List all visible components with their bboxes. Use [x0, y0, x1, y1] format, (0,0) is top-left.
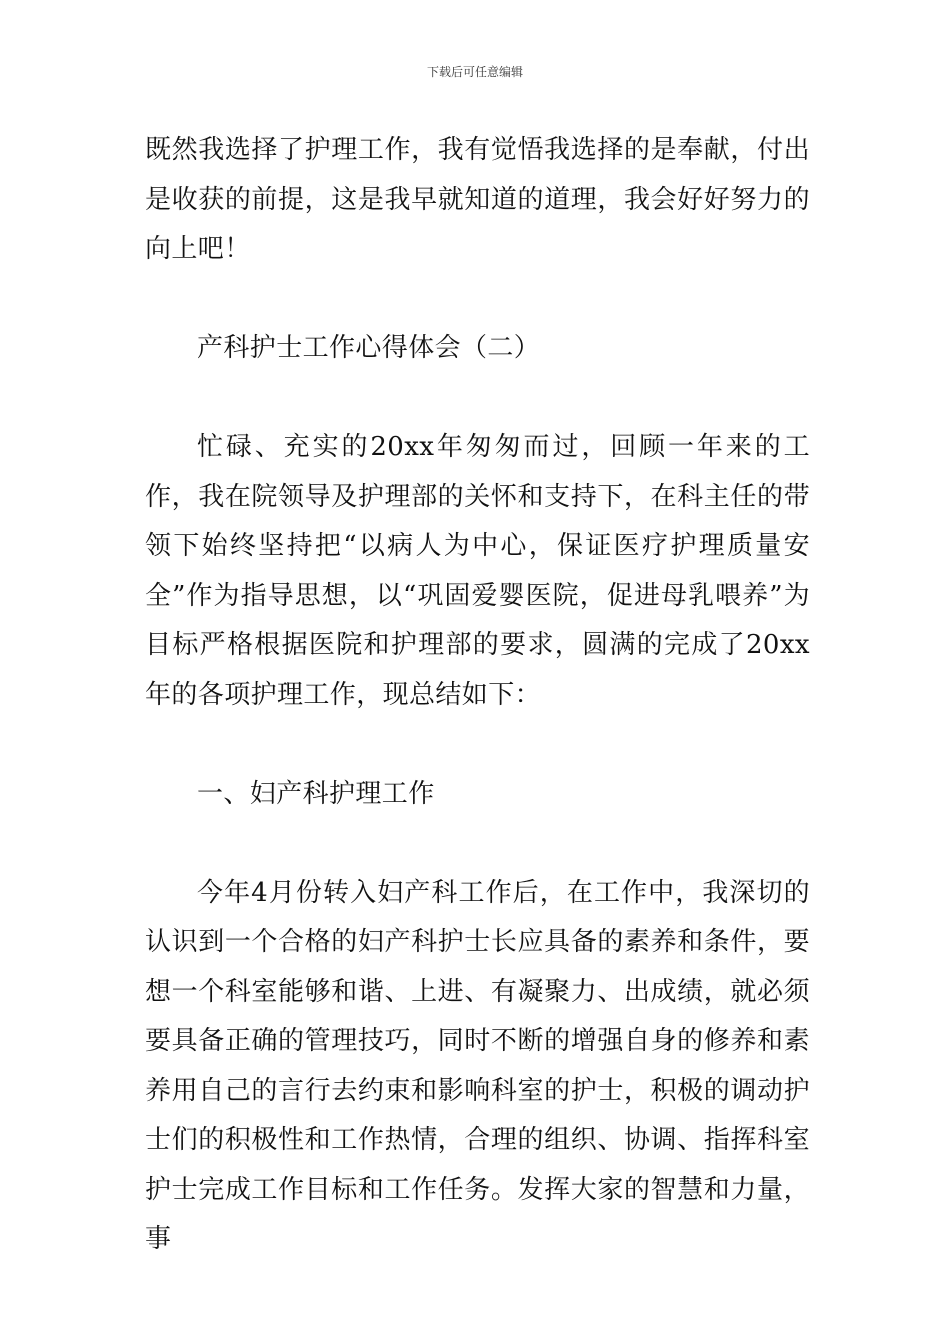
paragraph-intro-conclusion: 既然我选择了护理工作，我有觉悟我选择的是奉献，付出是收获的前提，这是我早就知道的道理，我会好好努力的向上吧！ [145, 135, 810, 264]
document-body [145, 126, 810, 1265]
section-title: 产科护士工作心得体会（二） [197, 333, 541, 363]
subheading-obstetrics-nursing: 一、妇产科护理工作 [197, 778, 435, 809]
paragraph-summary: 忙碌、充实的20xx年匆匆而过，回顾一年来的工作，我在院领导及护理部的关怀和支持下，在科主任的带领下始终坚持把“以病人为中心，保证医疗护理质量安全”作为指导思想，以“巩固爱婴医院，促进母乳喂养”为目标严格根据医院和护理部的要求，圆满的完成了20xx年的各项护理工作，现总结如下： [145, 432, 810, 710]
paragraph-obstetrics-work: 今年4月份转入妇产科工作后，在工作中，我深切的认识到一个合格的妇产科护士长应具备的素养和条件，要想一个科室能够和谐、上进、有凝聚力、出成绩，就必须要具备正确的管理技巧，同时不断的增强自身的修养和素养用自己的言行去约束和影响科室的护士，积极的调动护士们的积极性和工作热情，合理的组织、协调、指挥科室护士完成工作目标和工作任务。发挥大家的智慧和力量，事 [145, 877, 810, 1254]
page-header: 下载后可任意编辑 [426, 65, 523, 79]
